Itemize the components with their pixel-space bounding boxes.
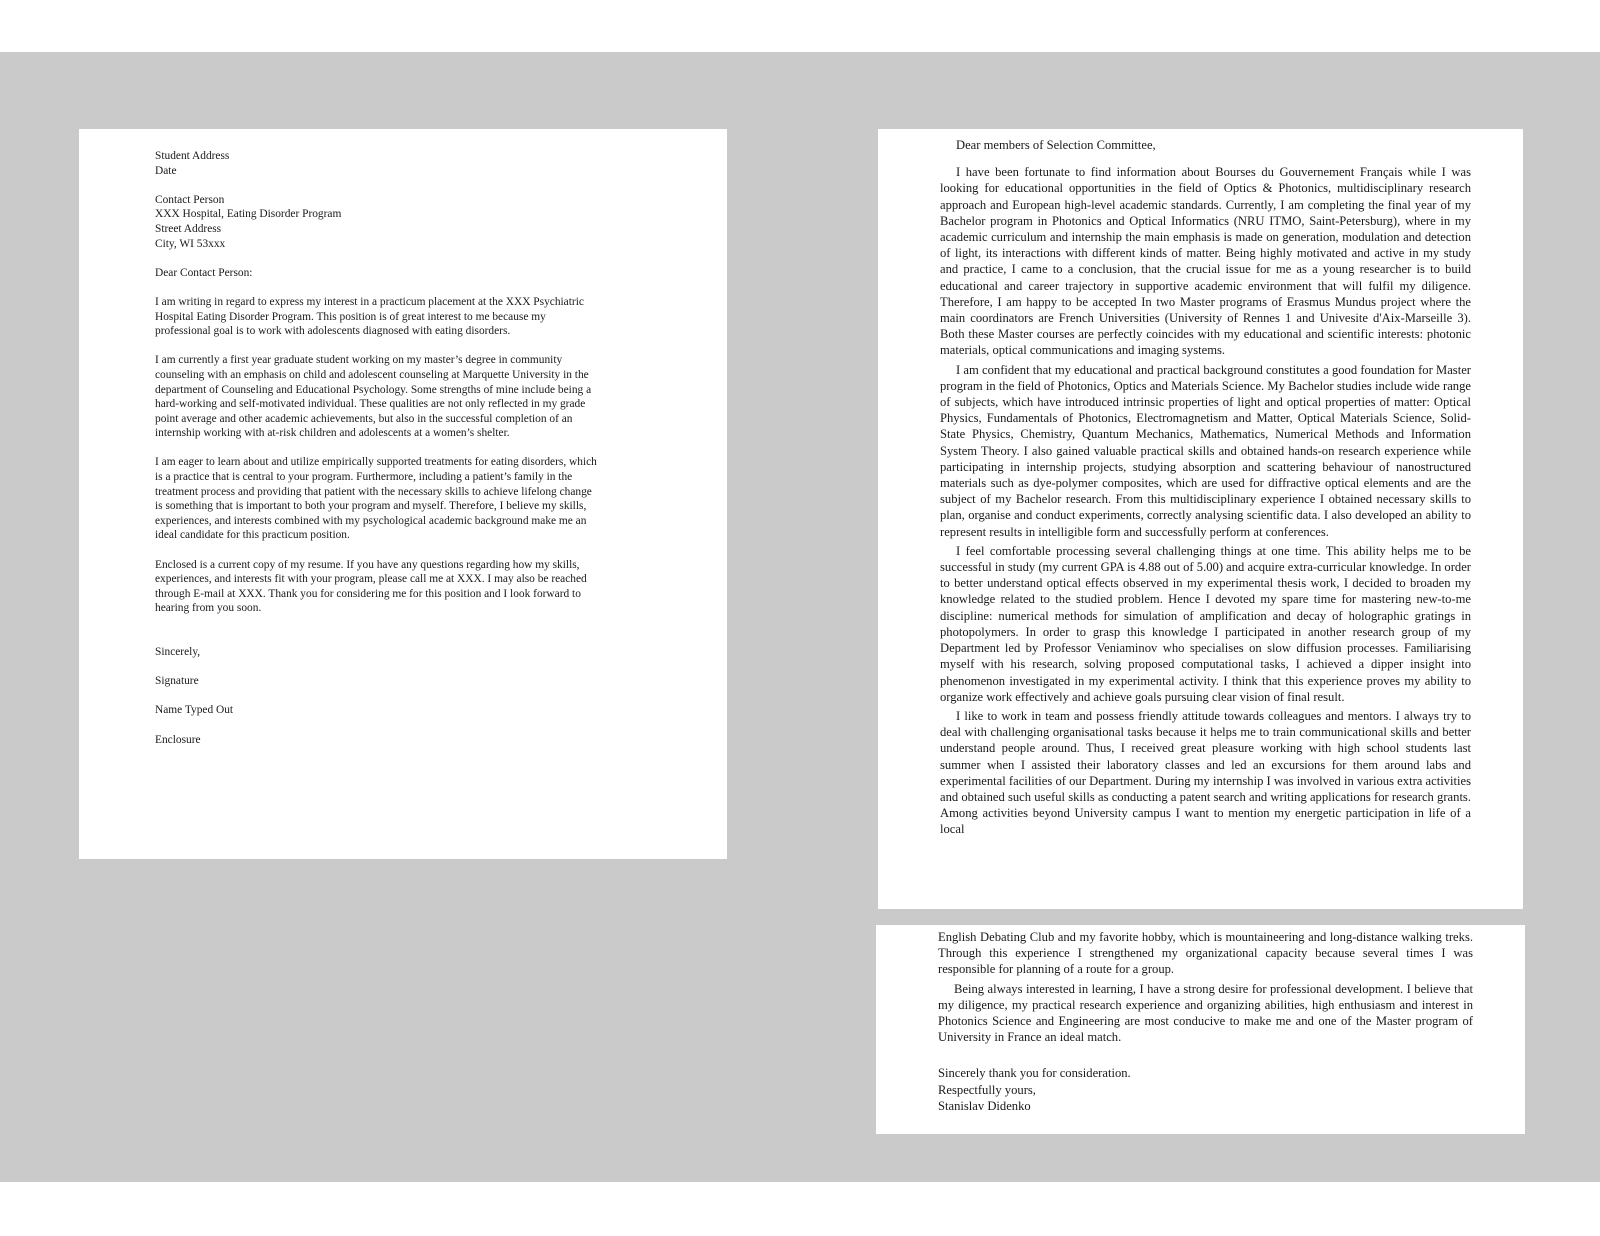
- paragraph-line: treatment process and providing that patient with the necessary skills to achieve lifelong change: [155, 485, 592, 498]
- paragraph: [155, 455, 655, 543]
- paragraph-line: through E-mail at XXX. Thank you for considering me for this position and I look forward to: [155, 587, 581, 600]
- name-typed-text: Name Typed Out: [155, 704, 234, 717]
- paragraph: I like to work in team and possess friendly attitude towards colleagues and mentors. I always try to deal with challenging organisational tasks because it helps me to train communicational skills and better understand people around. Thus, I received great pleasure working with high school students last summer when I assisted their laboratory classes and led an excursions for them around labs and experimental facilities of our Department. During my internship I was involved in various extra activities and obtained such useful skills as conducting a patent search and writing applications for research grants. Among activities beyond University campus I want to mention my energetic participation in life of a local: [940, 708, 1471, 837]
- sender-address: Student Address: [155, 150, 230, 162]
- sender-block: [155, 149, 655, 178]
- paragraph-line: I am currently a first year graduate student working on my master’s degree in community: [155, 354, 563, 367]
- closing-line: Respectfully yours,: [938, 1082, 1036, 1097]
- paragraph-line: I am eager to learn about and utilize empirically supported treatments for eating disorders, which: [155, 456, 597, 469]
- motivation-letter-page-1: [878, 129, 1523, 909]
- paragraph-line: internship working with at-risk children and adolescents at a women’s shelter.: [155, 427, 510, 440]
- recipient-line: City, WI 53xxx: [155, 237, 226, 250]
- paragraph: [155, 353, 655, 441]
- paragraph-line: hard-working and self-motivated individual. These qualities are not only reflected in my grade: [155, 398, 586, 411]
- paragraph: [155, 295, 655, 339]
- closing-text: Sincerely,: [155, 646, 201, 658]
- paragraph: I feel comfortable processing several challenging things at one time. This ability helps me to be successful in study (my current GPA is 4.88 out of 5.00) and acquire extra-curricular knowledge. In order to better understand optical effects observed in my experimental thesis work, I decided to broaden my knowledge related to the studied problem. Hence I devoted my spare time for mastering new-to-me discipline: numerical methods for simulation of amplification and decay of holographic gratings in photopolymers. In order to grasp this knowledge I participated in another research group of my Department led by Professor Veniaminov who specialises on slow diffusion processes. Familiarising myself with his research, solving proposed computational tasks, I achieved a dipper insight into phenomenon investigated in my experimental activity. I think that this experience proves my ability to organize work effectively and achieve goals pursuing clear vision of final result.: [940, 543, 1471, 704]
- paragraph-line: professional goal is to work with adolescents diagnosed with eating disorders.: [155, 325, 511, 338]
- closing-block: [938, 1065, 1473, 1114]
- salutation: [155, 266, 655, 281]
- paragraph-line: experiences, and interests fit with your program, please call me at XXX. I may also be reached: [155, 573, 587, 586]
- motivation-letter-page-2: [876, 925, 1525, 1134]
- paragraph-line: hearing from you soon.: [155, 602, 262, 615]
- recipient-line: XXX Hospital, Eating Disorder Program: [155, 208, 342, 221]
- paragraph-line: experiences, and interests combined with my psychological academic background make me an: [155, 514, 587, 527]
- paragraph-line: ideal candidate for this practicum position.: [155, 529, 350, 542]
- recipient-block: [155, 193, 655, 251]
- paragraph: I have been fortunate to find information about Bourses du Gouvernement Français while I was looking for educational opportunities in the field of Optics & Photonics, multidisciplinary research approach and European high-level academic standards. Currently, I am completing the final year of my Bachelor program in Photonics and Optical Informatics (NRU ITMO, Saint-Petersburg), where in my academic curriculum and internship the main emphasis is made on generation, modulation and detection of light, its interactions with different kinds of matter. Being highly motivated and active in my study and practice, I came to a conclusion, that the crucial issue for me as a young researcher is to build educational and career trajectory in supportive academic environment that will fulfil my diligence. Therefore, I am happy to be accepted In two Master programs of Erasmus Mundus project where the main coordinators are French Universities (University of Rennes 1 and Univesite d'Aix-Marseille 3). Both these Master courses are perfectly coincides with my educational and scientific interests: photonic materials, optical communications and imaging systems.: [940, 165, 1471, 358]
- closing-line: Sincerely thank you for consideration.: [938, 1066, 1131, 1081]
- salutation: Dear members of Selection Committee,: [956, 138, 1156, 152]
- salutation-text: Dear Contact Person:: [155, 266, 253, 279]
- paragraph: [155, 558, 655, 616]
- paragraph: I am confident that my educational and practical background constitutes a good foundation for Master program in the field of Photonics, Optics and Materials Science. My Bachelor studies include wide range of subjects, which have introduced intrinsic properties of light and optical properties of matter: Optical Physics, Fundamentals of Photonics, Electromagnetism and Matter, Optical Materials Science, Solid-State Physics, Chemistry, Quantum Mechanics, Mathematics, Numerical Methods and Information System Theory. I also gained valuable practical skills and obtained hands-on research experience while participating in internship projects, studying absorption and scattering behaviour of nanostructured materials such as dye-polymer composites, which are used for diffractive optical elements and are the subject of my Bachelor research. From this multidisciplinary experience I obtained necessary skills to plan, organise and conduct experiments, correctly analysing scientific data. I also developed an ability to represent results in intelligible form and successfully perform at conferences.: [940, 362, 1471, 539]
- paragraph-line: counseling with an emphasis on child and adolescent counseling at Marquette University in the: [155, 368, 589, 381]
- paragraph-line: department of Counseling and Educational Psychology. Some strengths of mine include being a: [155, 383, 592, 396]
- recipient-line: Contact Person: [155, 193, 225, 206]
- letter-body: [155, 149, 655, 747]
- paragraph-line: I am writing in regard to express my interest in a practicum placement at the XXX Psychiatric: [155, 295, 584, 308]
- signature-text: Signature: [155, 675, 199, 688]
- paragraph: Being always interested in learning, I have a strong desire for professional development. I believe that my diligence, my practical research experience and organizing abilities, high enthusiasm and interest in Photonics Science and Engineering are most conducive to make me and one of the Master program of University in France an ideal match.: [938, 981, 1473, 1045]
- paragraph-line: Enclosed is a current copy of my resume. If you have any questions regarding how my skills,: [155, 558, 580, 571]
- cover-letter-page-left: [79, 129, 727, 859]
- letter-body-continued: [938, 929, 1473, 1114]
- paragraph-continuation: English Debating Club and my favorite hobby, which is mountaineering and long-distance walking treks. Through this experience I strengthened my organizational capacity because several times I was responsible for planning of a route for a group.: [938, 930, 1473, 977]
- author-name: Stanislav Didenko: [938, 1098, 1031, 1113]
- name-typed: [155, 703, 655, 718]
- letter-body: [940, 137, 1471, 838]
- enclosure-text: Enclosure: [155, 733, 201, 746]
- paragraph-line: Hospital Eating Disorder Program. This position is of great interest to me because my: [155, 310, 546, 323]
- letter-date: Date: [155, 164, 177, 177]
- enclosure: [155, 733, 655, 748]
- paragraph-line: point average and other academic achievements, but also in the successful completion of an: [155, 412, 573, 425]
- signature: [155, 674, 655, 689]
- recipient-line: Street Address: [155, 222, 222, 235]
- closing: [155, 645, 655, 660]
- paragraph-line: is a practice that is central to your program. Furthermore, including a patient’s family in the: [155, 471, 573, 484]
- paragraph-line: is something that is important to both your program and myself. Therefore, I believe my skills,: [155, 500, 587, 513]
